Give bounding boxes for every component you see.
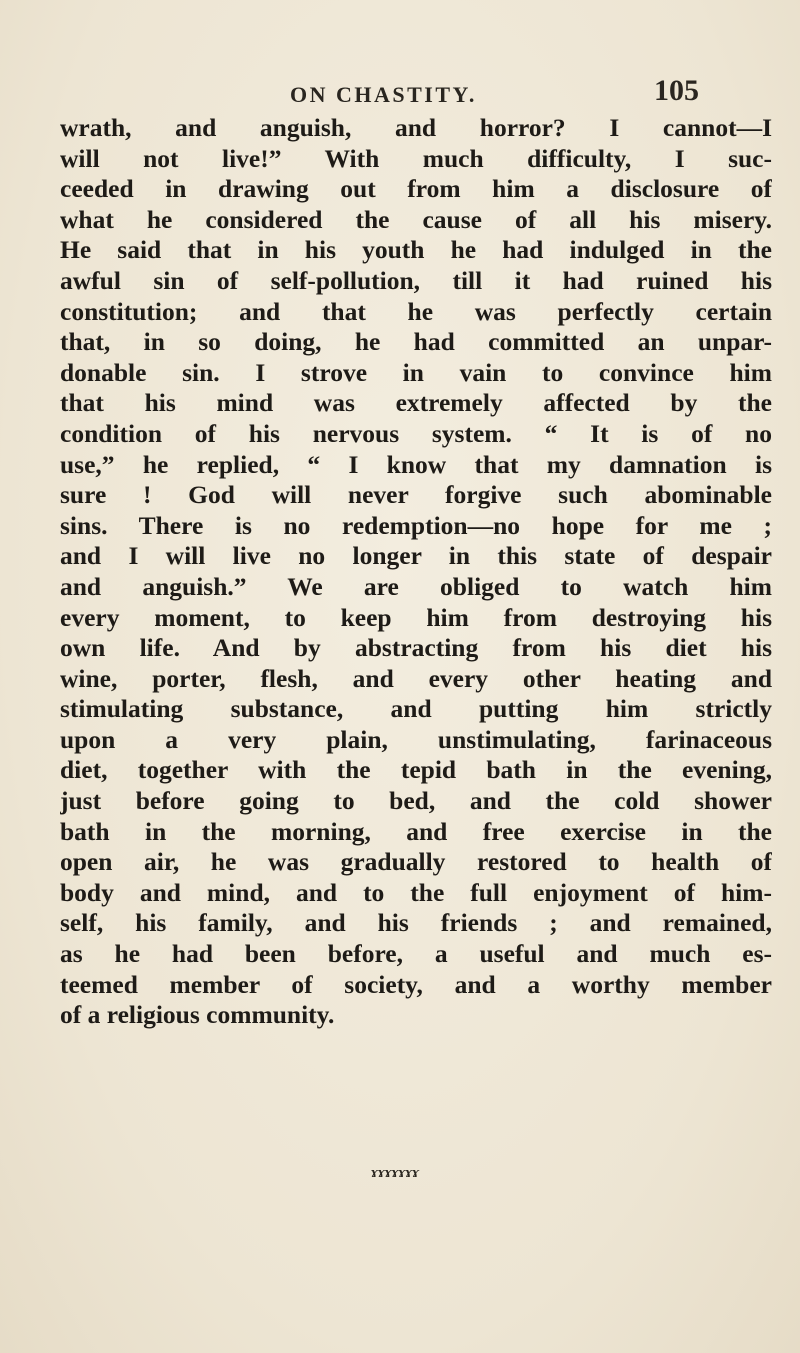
text-line: that his mind was extremely affected by the <box>60 388 772 418</box>
text-line: diet, together with the tepid bath in the evening, <box>60 755 772 785</box>
text-line: awful sin of self-pollution, till it had ruined his <box>60 265 772 295</box>
text-line: constitution; and that he was perfectly certain <box>60 296 772 326</box>
text-line: wrath, and anguish, and horror? I cannot—I <box>60 113 772 142</box>
text-line: bath in the morning, and free exercise in the <box>60 816 772 846</box>
text-line: and I will live no longer in this state of despair <box>60 541 772 571</box>
text-line: will not live!” With much difficulty, I suc- <box>60 143 772 173</box>
text-line: He said that in his youth he had indulged in the <box>60 235 772 265</box>
text-line: self, his family, and his friends ; and remained, <box>60 908 772 938</box>
text-line: wine, porter, flesh, and every other heating and <box>60 663 772 693</box>
page-number: 105 <box>654 74 699 107</box>
text-line: sure ! God will never forgive such abominable <box>60 480 772 510</box>
text-line: that, in so doing, he had committed an unpar- <box>60 327 772 357</box>
text-line: open air, he was gradually restored to health of <box>60 847 772 877</box>
section-end-ornament: ɤɤɤɤɤɤɤ <box>371 1165 419 1181</box>
text-line: just before going to bed, and the cold shower <box>60 786 772 816</box>
text-line: donable sin. I strove in vain to convince him <box>60 357 772 387</box>
text-line: every moment, to keep him from destroying his <box>60 602 772 632</box>
running-head: ON CHASTITY. <box>290 82 477 107</box>
text-line: as he had been before, a useful and much es- <box>60 939 772 969</box>
text-line: ceeded in drawing out from him a disclosure of <box>60 174 772 204</box>
text-line: upon a very plain, unstimulating, farinaceous <box>60 724 772 754</box>
text-line: body and mind, and to the full enjoyment of him- <box>60 877 772 907</box>
text-line: and anguish.” We are obliged to watch him <box>60 571 772 601</box>
text-line: condition of his nervous system. “ It is of no <box>60 418 772 448</box>
text-line: sins. There is no redemption—no hope for me ; <box>60 510 772 540</box>
text-line: own life. And by abstracting from his diet his <box>60 633 772 663</box>
text-line: use,” he replied, “ I know that my damnation is <box>60 449 772 479</box>
text-line: teemed member of society, and a worthy member <box>60 969 772 999</box>
text-line: of a religious community. <box>60 1000 335 1030</box>
text-line: stimulating substance, and putting him strictly <box>60 694 772 724</box>
text-line: what he considered the cause of all his misery. <box>60 204 772 234</box>
body-text <box>60 113 772 1031</box>
